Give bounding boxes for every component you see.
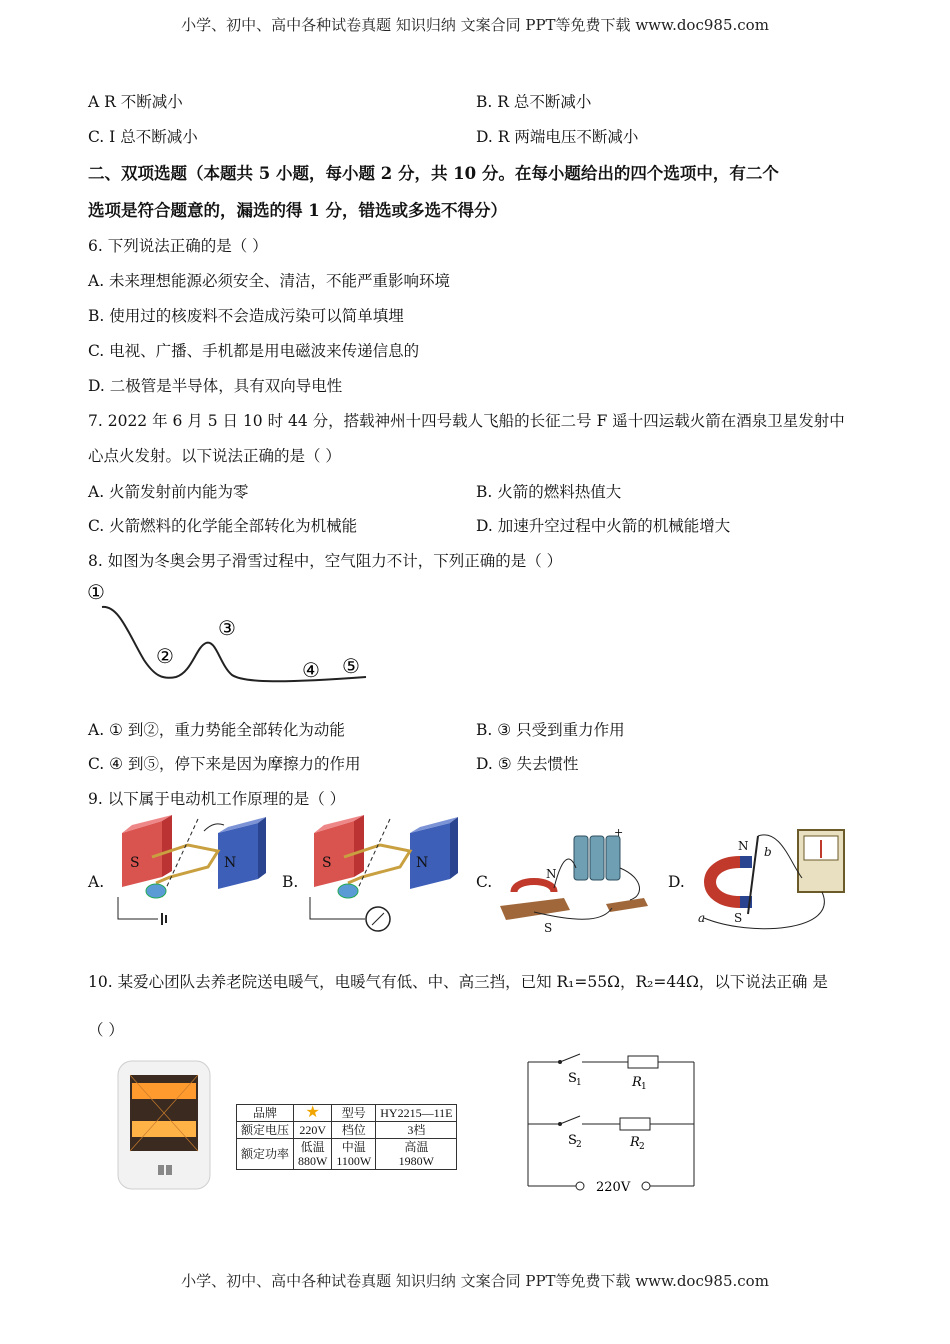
q7-stem-line2: 心点火发射。以下说法正确的是（ ）: [88, 447, 341, 465]
section-title-line2: 选项是符合题意的，漏选的得 1 分，错选或多选不得分）: [88, 201, 507, 220]
ski-track-figure: [84, 575, 384, 695]
switch-s2-label: S: [568, 1133, 577, 1148]
svg-text:a: a: [698, 911, 706, 925]
heater-spec-table: [236, 1104, 457, 1170]
q7-option-a: A. 火箭发射前内能为零: [88, 483, 249, 501]
q5-option-c: C. I 总不断减小: [88, 128, 198, 146]
resistor-r2-sub: 2: [639, 1142, 645, 1152]
model-label: 型号: [332, 1105, 376, 1122]
svg-text:S: S: [734, 911, 743, 925]
q10-stem-line1: 10. 某爱心团队去养老院送电暖气，电暖气有低、中、高三挡，已知 R₁=55Ω，R₂=44Ω，以下说法正确 是: [88, 973, 828, 991]
q6-option-d: D. 二极管是半导体，具有双向导电性: [88, 377, 343, 395]
track-label-5: ⑤: [342, 654, 360, 678]
section-title-line1: 二、双项选题（本题共 5 小题，每小题 2 分，共 10 分。在每小题给出的四个选项中，有二个: [88, 164, 779, 183]
gear-label: 档位: [332, 1122, 376, 1139]
svg-text:+: +: [614, 828, 624, 839]
q6-stem: 6. 下列说法正确的是（ ）: [88, 237, 268, 255]
gear-value: 3档: [376, 1122, 457, 1139]
low-power: 880W: [298, 1154, 328, 1168]
track-label-1: ①: [87, 580, 105, 604]
q8-option-a: A. ① 到②，重力势能全部转化为动能: [88, 721, 345, 739]
q7-stem-line1: 7. 2022 年 6 月 5 日 10 时 44 分，搭载神州十四号载人飞船的长征二号 F 遥十四运载火箭在酒泉卫星发射中: [88, 412, 845, 430]
track-label-3: ③: [218, 616, 236, 640]
svg-text:N: N: [416, 855, 429, 871]
motor-with-battery-figure: [108, 815, 278, 935]
track-label-2: ②: [156, 644, 174, 668]
q9-label-a: A.: [88, 873, 105, 891]
svg-text:S: S: [544, 921, 553, 935]
mid-label: 中温: [341, 1140, 366, 1154]
switch-s2-sub: 2: [576, 1140, 582, 1150]
generator-with-meter-figure: [300, 815, 470, 935]
switch-s1-sub: 1: [576, 1078, 582, 1088]
resistor-r1-label: R: [632, 1075, 642, 1090]
q7-option-b: B. 火箭的燃料热值大: [476, 483, 622, 501]
svg-text:N: N: [546, 867, 557, 881]
q7-option-d: D. 加速升空过程中火箭的机械能增大: [476, 517, 731, 535]
brand-star-icon: ★: [294, 1105, 332, 1122]
mid-power: 1100W: [336, 1154, 372, 1168]
power-label: 额定功率: [237, 1139, 294, 1170]
electromagnet-battery-figure: [494, 828, 664, 938]
magnet-galvanometer-figure: [690, 822, 860, 937]
q5-option-b: B. R 总不断减小: [476, 93, 592, 111]
svg-text:N: N: [224, 855, 237, 871]
q6-option-c: C. 电视、广播、手机都是用电磁波来传递信息的: [88, 342, 420, 360]
low-label: 低温: [300, 1140, 325, 1154]
q9-label-d: D.: [668, 873, 685, 891]
q7-option-c: C. 火箭燃料的化学能全部转化为机械能: [88, 517, 358, 535]
switch-s1-label: S: [568, 1071, 577, 1086]
track-label-4: ④: [302, 658, 320, 682]
high-power: 1980W: [398, 1154, 434, 1168]
q8-option-b: B. ③ 只受到重力作用: [476, 721, 625, 739]
q8-option-c: C. ④ 到⑤，停下来是因为摩擦力的作用: [88, 755, 361, 773]
brand-label: 品牌: [237, 1105, 294, 1122]
q9-label-c: C.: [476, 873, 493, 891]
q8-option-d: D. ⑤ 失去惯性: [476, 755, 579, 773]
resistor-r2-label: R: [630, 1135, 640, 1150]
q5-option-d: D. R 两端电压不断减小: [476, 128, 639, 146]
svg-text:S: S: [130, 855, 140, 871]
svg-text:b: b: [764, 845, 772, 859]
high-label: 高温: [404, 1140, 429, 1154]
voltage-label: 额定电压: [237, 1122, 294, 1139]
page-header: 小学、初中、高中各种试卷真题 知识归纳 文案合同 PPT等免费下载 www.doc985.com: [181, 16, 769, 34]
electric-heater-image: [108, 1055, 218, 1195]
q8-stem: 8. 如图为冬奥会男子滑雪过程中，空气阻力不计，下列正确的是（ ）: [88, 552, 563, 570]
voltage-value: 220V: [294, 1122, 332, 1139]
svg-text:N: N: [738, 839, 749, 853]
q6-option-b: B. 使用过的核废料不会造成污染可以简单填埋: [88, 307, 404, 325]
q5-option-a: A R 不断减小: [88, 93, 183, 111]
heater-circuit-diagram: [520, 1052, 705, 1200]
q10-stem-line2: （ ）: [88, 1021, 124, 1039]
q9-label-b: B.: [282, 873, 299, 891]
q9-stem: 9. 以下属于电动机工作原理的是（ ）: [88, 790, 346, 808]
source-label: 220V: [596, 1180, 631, 1195]
model-value: HY2215—11E: [376, 1105, 457, 1122]
resistor-r1-sub: 1: [641, 1082, 647, 1092]
page-footer: 小学、初中、高中各种试卷真题 知识归纳 文案合同 PPT等免费下载 www.doc985.com: [181, 1272, 769, 1290]
q6-option-a: A. 未来理想能源必须安全、清洁，不能严重影响环境: [88, 272, 451, 290]
svg-text:S: S: [322, 855, 332, 871]
